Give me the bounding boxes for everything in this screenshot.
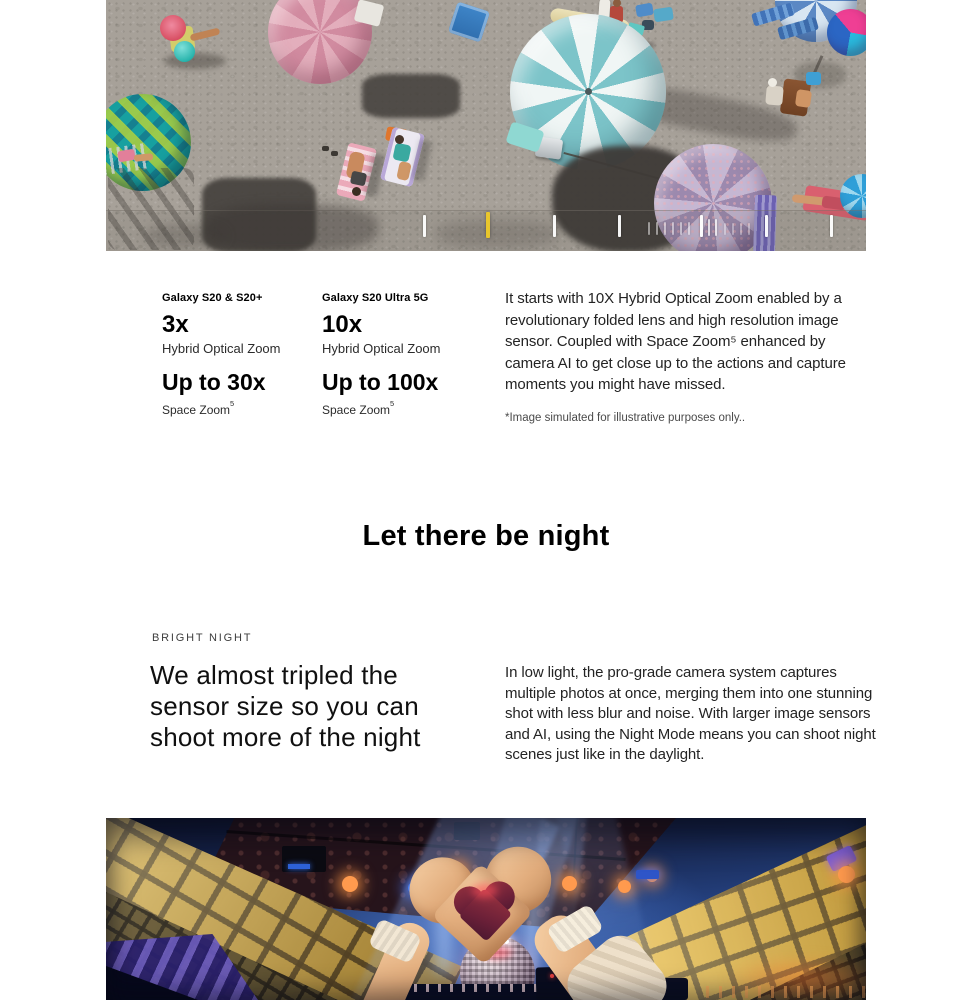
spec-space-value: Up to 100x [322,369,439,395]
footnote-sup: 5 [390,398,395,408]
ruler-tick [700,215,703,237]
seated-person [765,85,784,105]
ruler-tick [830,215,833,237]
ruler-tick [618,215,621,237]
blue-bag [806,72,821,85]
night-description: In low light, the pro-grade camera system captures multiple photos at once, merging them into one stunning shot with less blur and noise. With larger image sensors and AI, using the Night Mode means you can shoot night scenes just like in the daylight. [505,664,876,764]
umbrella-shadow [362,74,460,118]
beach-chair-blue [653,7,674,23]
blue-towel [448,2,490,43]
ruler-tick-minor [715,219,717,236]
pink-cyan-umbrella [827,9,866,56]
sunbather-head [395,135,404,144]
beach-shadow [164,53,226,69]
ruler-tick [423,215,426,237]
spec-space-value: Up to 30x [162,369,266,395]
section-heading: Let there be night [362,520,610,552]
night-headline: We almost tripled the sensor size so you can shoot more of the night [150,660,421,752]
umbrella-hat [160,15,186,41]
spec-space-label [322,399,440,418]
section-eyebrow: BRIGHT NIGHT [152,632,253,644]
spec-space-label [162,399,280,418]
beach-chair-blue [635,3,654,18]
sunbather-shorts [350,171,367,187]
rig-screen-blue [288,864,310,869]
spotlight-orange [618,880,631,893]
crowd-lights-row [706,986,866,998]
seated-person [795,89,812,108]
ruler-tick-minor [656,222,658,235]
zoom-description: It starts with 10X Hybrid Optical Zoom enabled by a revolutionary folded lens and high resolution image sensor. Coupled with Space Zoom⁵ enhanced by camera AI to get close up to the actions and capture moments you might have missed. [505,290,846,393]
spec-space-label-text: Space Zoom [322,403,391,417]
spec-product-name: Galaxy S20 Ultra 5G [322,292,429,304]
sunbather-head [352,187,361,196]
ruler-tick-minor [648,222,650,235]
ruler-tick-minor [672,222,674,235]
spec-optical-label: Hybrid Optical Zoom [162,341,281,356]
ruler-tick-minor [664,222,666,235]
ruler-tick-minor [732,223,734,235]
spec-optical-value: 3x [162,311,189,338]
flip-flops [322,146,329,151]
sand-dark-patch [436,220,558,248]
footnote-sup: 5 [230,398,235,408]
parasol-top-knob [585,88,592,95]
spec-column-s20 [162,292,280,418]
ruler-tick-minor [680,222,682,235]
image-disclaimer: *Image simulated for illustrative purposes only.. [505,412,746,424]
ruler-tick [553,215,556,237]
beach-person-legs [190,27,221,41]
ruler-tick-minor [708,219,710,236]
ruler-tick-minor [724,223,726,235]
ruler-tick [765,215,768,237]
spec-column-s20-ultra [322,292,440,418]
beach-person-hat-group [146,5,236,80]
spec-product-name: Galaxy S20 & S20+ [162,292,263,304]
beach-aerial-photo [106,0,866,251]
heart-hands [396,841,568,967]
white-cap [768,78,777,87]
sunbather-white-group [378,122,434,184]
ruler-tick-active [486,212,490,238]
spec-optical-value: 10x [322,311,363,338]
spec-optical-label: Hybrid Optical Zoom [322,341,441,356]
ruler-tick-minor [740,223,742,235]
spotlight-orange [342,876,358,892]
led-bar-blue [636,870,659,879]
spotlight-orange [838,866,855,883]
speaker-led [550,974,554,978]
sand-dark-patch [206,204,378,251]
beach-ball [174,41,195,62]
ruler-tick-minor [748,223,750,235]
ruler-tick-minor [688,222,690,235]
sand-dark-patch [146,224,226,248]
spec-space-label-text: Space Zoom [162,403,231,417]
concert-night-photo [106,818,866,1000]
seated-pair-group [754,68,834,128]
